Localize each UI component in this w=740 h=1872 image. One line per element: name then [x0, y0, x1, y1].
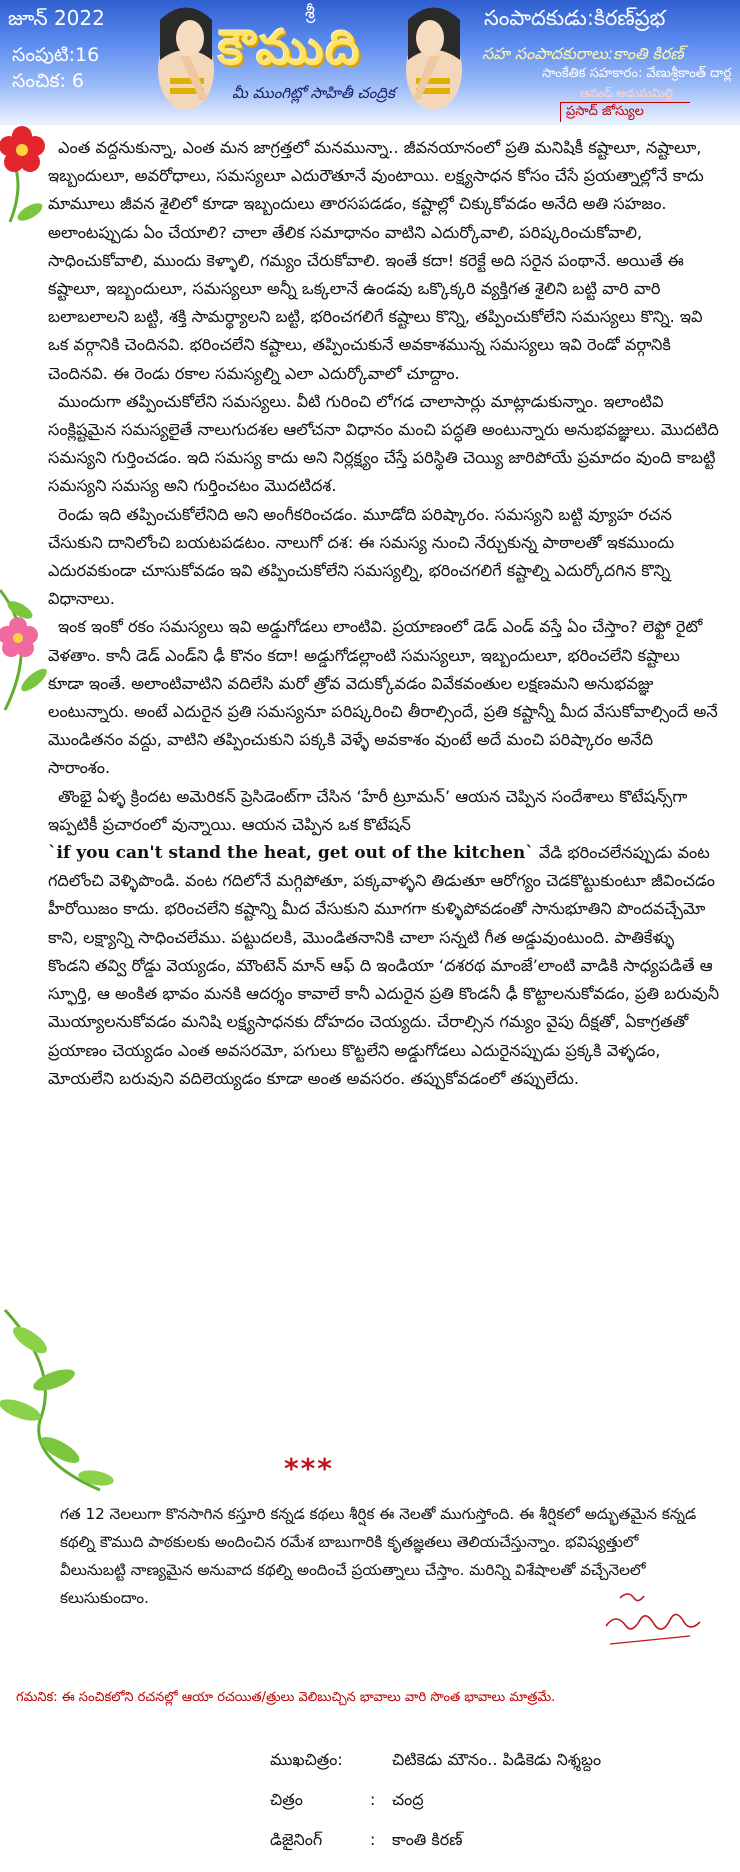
article-paragraph: రెండు ఇది తప్పించుకోలేనిది అని అంగీకరించడం. మూడోది పరిష్కారం. సమస్యని బట్టి వ్యూహ రచన చేసుకుని దానిలోంచి బయటపడటం. నాలుగో దశ: ఈ సమస్య నుంచి నేర్చుకున్న పాఠాలతో ఇకముందు ఎదురవకుండా చూసుకోవడం ఇవి తప్పించుకోలేని సమస్యల్ని, భరించగలిగే కష్టాల్ని ఎదుర్కోదగిన కొన్ని విధానాలు.: [48, 504, 675, 609]
cover-credit: [270, 1750, 601, 1773]
tech-help-credit-3: ప్రసాద్ జోస్యుల: [566, 104, 644, 119]
praying-woman-right-icon: [398, 0, 470, 110]
credit-value: చిటికెడు మౌనం.. పిడికెడు నిశ్శబ్దం: [392, 1750, 602, 1769]
credit-label: డిజైనింగ్: [270, 1830, 323, 1849]
credit-value: కాంతి కిరణ్: [392, 1830, 463, 1849]
magazine-tagline: మీ ముంగిట్లో సాహితీ చంద్రిక: [232, 84, 395, 102]
sri-mark: శ్రీ: [305, 2, 315, 23]
issue-number: సంచిక: 6: [12, 70, 84, 92]
tech-help-credit: సాంకేతిక సహకారం: వేణుశ్రీకాంత్ దార్ల: [542, 66, 732, 81]
issue-month: జూన్ 2022: [8, 6, 105, 30]
tech-help-credit-2: ఆనంద్ అడుసుమిల్లి: [580, 86, 674, 100]
credit-label: చిత్రం: [270, 1790, 303, 1809]
article-paragraph: ముందుగా తప్పించుకోలేని సమస్యలు. వీటి గురించి లోగడ చాలాసార్లు మాట్లాడుకున్నాం. ఇలాంటివి సంక్లిష్టమైన సమస్యలైతే నాలుగుదశల ఆలోచనా విధానం మంచి పద్ధతి అంటున్నారు అనుభవజ్ఞులు. మొదటిది సమస్యని గుర్తించడం. ఇది సమస్య కాదు అని నిర్లక్ష్యం చేస్తే పరిస్థితి చెయ్యి జారిపోయే ప్రమాదం వుంది కాబట్టి సమస్యని సమస్య అని గుర్తించటం మొదటిదశ.: [48, 391, 719, 496]
illustration-credit: [270, 1790, 424, 1813]
credit-separator: :: [370, 1790, 376, 1809]
magazine-logo[interactable]: [150, 0, 470, 112]
article-paragraph: ఎంత వద్దనుకున్నా, ఎంత మన జాగ్రత్తలో మనమున్నా.. జీవనయానంలో ప్రతి మనిషికీ కష్టాలూ, నష్టాలూ, ఇబ్బందులూ, అవరోధాలు, సమస్యలూ ఎదురౌతూనే వుంటాయి. లక్ష్యసాధన కోసం చేసే ప్రయత్నాల్లోనే కాదు మామూలు జీవన శైలిలో కూడా ఇబ్బందులు తారసపడడం, కష్టాల్లో చిక్కుకోవడం అనేది అతి సహజం. అలాంటప్పుడు ఏం చేయాలి? చాలా తేలిక సమాధానం వాటిని ఎదుర్కోవాలి, పరిష్కరించుకోవాలి, సాధించుకోవాలి, ముందు కెళ్ళాలి, గమ్యం చేరుకోవాలి. ఇంతే కదా! కరెక్టే అది సరైన పంథానే. అయితే ఈ కష్టాలూ, ఇబ్బందులూ, సమస్యలూ అన్నీ ఒక్కలానే ఉండవు ఒక్కొక్కరి వ్యక్తిగత శైలిని బట్టి వారి వారి బలాబలాలని బట్టి, శక్తి సామర్థ్యాలని బట్టి, భరించగలిగే కష్టాలు కొన్ని, తప్పించుకోలేని సమస్యలు కొన్ని. ఇవి ఒక వర్గానికి చెందినవి. భరించలేని కష్టాలు, తప్పించుకునే అవకాశమున్న సమస్యలు ఇవి రెండో వర్గానికి చెందినవి. ఈ రెండు రకాల సమస్యల్ని ఎలా ఎదుర్కోవాలో చూద్దాం.: [48, 138, 704, 383]
green-vine-icon: [0, 1300, 120, 1500]
co-editor-credit: సహ సంపాదకురాలు:కాంతి కిరణ్: [482, 44, 684, 63]
article-paragraph: ఇంక ఇంకో రకం సమస్యలు ఇవి అడ్డుగోడలు లాంటివి. ప్రయాణంలో డెడ్ ఎండ్ వస్తే ఏం చేస్తాం? లెఫ్టో రైటో వెళతాం. కానీ డెడ్ ఎండ్‌ని ఢీ కొనం కదా! అడ్డుగోడల్లాంటి సమస్యలూ, ఇబ్బందులూ, భరించలేని కష్టాలు కూడా ఇంతే. అలాంటివాటిని వదిలేసి మరో త్రోవ వెదుక్కోవడం వివేకవంతుల లక్షణమని అనుభవజ్ఞు లంటున్నారు. అంటే ఎదురైన ప్రతి సమస్యనూ పరిష్కరించి తీరాల్సిందే, ప్రతి కష్టాన్నీ మీద వేసుకోవాల్సిందే అనే మొండితనం వద్దు, వాటిని తప్పించుకుని పక్కకి వెళ్ళే అవకాశం వుంటే అదే మంచి పరిష్కారం అనేది సారాంశం.: [48, 617, 718, 778]
praying-woman-left-icon: [150, 0, 222, 110]
english-quote: `if you can't stand the heat, get out of the kitchen`: [48, 843, 534, 864]
volume-number: సంపుటి:16: [12, 44, 100, 66]
section-separator: ***: [284, 1452, 334, 1485]
credit-label: ముఖచిత్రం:: [270, 1750, 343, 1769]
credit-separator: :: [370, 1830, 376, 1849]
design-credit: [270, 1830, 462, 1853]
credit-value: చంద్ర: [392, 1790, 424, 1809]
header-banner: [0, 0, 740, 125]
editor-credit: సంపాదకుడు:కిరణ్‌ప్రభ: [484, 6, 666, 30]
magazine-title: కౌముది: [218, 20, 362, 76]
editor-signature: [600, 1586, 710, 1656]
editorial-article: [48, 134, 720, 1093]
article-paragraph-text: తొంభై ఏళ్ళ క్రిందట అమెరికన్ ప్రెసిడెంట్‌గా చేసిన ‘హేరీ ట్రూమన్’ ఆయన చెప్పిన సందేశాలు కొటేషన్స్‌గా ఇప్పటికీ ప్రచారంలో వున్నాయి. ఆయన చెప్పిన ఒక కొటేషన్: [48, 786, 688, 834]
disclaimer-note: గమనిక: ఈ సంచికలోని రచనల్లో ఆయా రచయిత/త్రులు వెలిబుచ్చిన భావాలు వారి సొంత భావాలు మాత్రమే.: [16, 1690, 556, 1705]
editor-note: గత 12 నెలలుగా కొనసాగిన కస్తూరి కన్నడ కథలు శీర్షిక ఈ నెలతో ముగుస్తోంది. ఈ శీర్షికలో అద్భుతమైన కన్నడ కథల్ని కౌముది పాఠకులకు అందించిన రమేశ బాబుగారికి కృతజ్ఞతలు తెలియచేస్తున్నాం. భవిష్యత్తులో వీలునుబట్టి నాణ్యమైన అనువాద కథల్ని అందించే ప్రయత్నాలు చేస్తాం. మరిన్ని విశేషాలతో వచ్చేనెలలో కలుసుకుందాం.: [60, 1505, 697, 1607]
article-paragraph-text: వేడి భరించలేనప్పుడు వంట గదిలోంచి వెళ్ళిపొండి. వంట గదిలోనే మగ్గిపోతూ, పక్కవాళ్ళని తిడుతూ ఆరోగ్యం చెడకొట్టుకుంటూ జీవించడం హీరోయిజం కాదు. భరించలేని కష్టాన్ని మీద వేసుకుని మూగగా కుళ్ళిపోవడంతో సానుభూతిని పొందవచ్చేమో కాని, లక్ష్యాన్ని సాధించలేము. పట్టుదలకి, మొండితనానికి చాలా సన్నటి గీత అడ్డువుంటుంది. పాతికేళ్ళు కొండని తవ్వి రోడ్డు వెయ్యడం, మౌంటెన్ మాన్ ఆఫ్ ది ఇండియా ‘దశరథ మాంజే’లాంటి వాడికి సాధ్యపడితే ఆ స్ఫూర్తి, ఆ అంకిత భావం మనకి ఆదర్శం కావాలే కానీ ఎదురైన ప్రతి కొండనీ ఢీ కొట్టాలనుకోవడం, ప్రతి బరువునీ మొయ్యాలనుకోవడం మనిషి లక్ష్యసాధనకు దోహదం చెయ్యదు. చేరాల్సిన గమ్యం వైపు దీక్షతో, ఏకాగ్రతతో ప్రయాణం చెయ్యడం ఎంత అవసరమో, పగులు కొట్టలేని అడ్డుగోడలు ఎదురైనప్పుడు ప్రక్కకి వెళ్ళడం, మోయలేని బరువుని వదిలెయ్యడం కూడా అంత అవసరం. తప్పుకోవడంలో తప్పులేదు.: [48, 843, 720, 1088]
article-paragraph: [48, 783, 720, 1093]
